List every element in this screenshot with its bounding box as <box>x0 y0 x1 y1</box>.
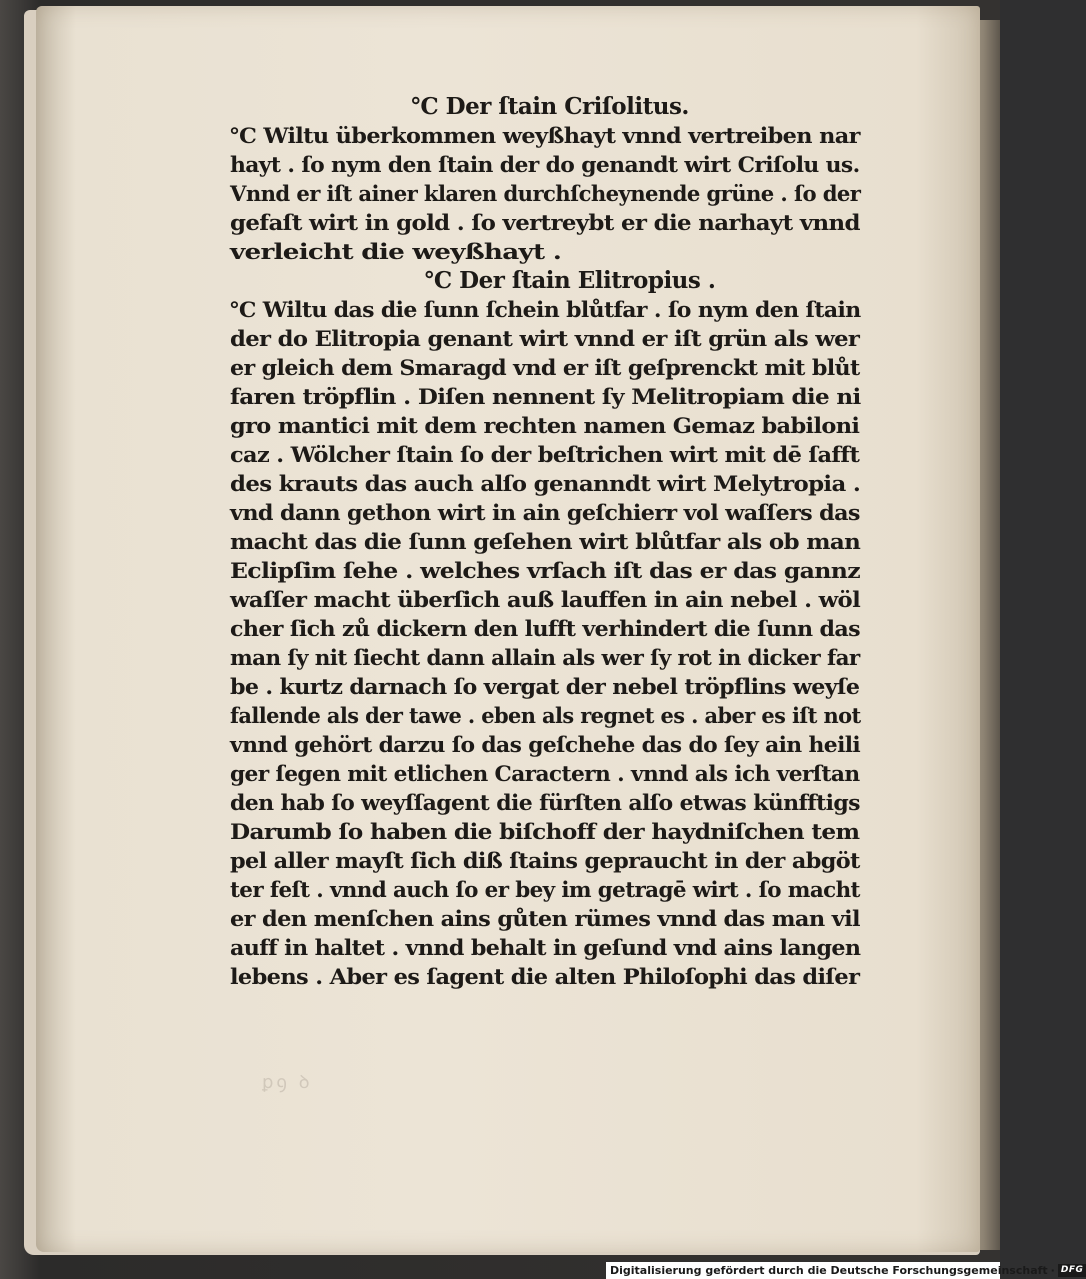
text-line: vnnd gehört darzu ſo das geſchehe das do ſey ain heili <box>230 732 861 757</box>
text-line: ter feſt . vnnd auch ſo er bey im getragē wirt . ſo macht <box>230 877 860 902</box>
dfg-logo: DFG <box>1058 1264 1086 1277</box>
text-line: vnd dann gethon wirt in ain geſchierr vol waſſers das <box>230 500 860 525</box>
text-line: Darumb ſo haben die biſchoff der haydniſchen tem <box>230 819 860 844</box>
text-line: pel aller mayſt ſich diß ſtains gepraucht in der abgöt <box>230 848 860 873</box>
text-line: lebens . Aber es ſagent die alten Philoſophi das diſer <box>230 964 860 989</box>
text-line: macht das die ſunn geſehen wirt blůtfar als ob man <box>230 529 861 554</box>
text-line: waſſer macht überſich auß lauffen in ain nebel . wöl <box>230 587 861 612</box>
text-line: Vnnd er iſt ainer klaren durchſcheynende grüne . ſo der <box>230 181 861 206</box>
footer-bar <box>606 1262 1084 1279</box>
text-line: ℃ Wiltu das die ſunn ſchein blůtfar . ſo nym den ſtain <box>230 297 861 322</box>
text-line: er den menſchen ains gůten rümes vnnd das man vil <box>230 906 860 931</box>
text-line: gro mantici mit dem rechten namen Gemaz babiloni <box>230 413 860 438</box>
text-line: verleicht die weyßhayt . <box>230 239 562 264</box>
paragraph-elitropius <box>230 295 870 991</box>
text-line: er gleich dem Smaragd vnd er iſt geſprenckt mit blůt <box>230 355 860 380</box>
bleed-through-mark: ꝑꝯ ꝺ <box>262 1072 313 1093</box>
text-line: fallende als der tawe . eben als regnet es . aber es iſt not <box>230 703 861 728</box>
text-line: gefaſt wirt in gold . ſo vertreybt er die narhayt vnnd <box>230 210 860 235</box>
paragraph-crisolitus <box>230 121 870 266</box>
text-line: auff in haltet . vnnd behalt in geſund vnd ains langen <box>230 935 861 960</box>
text-line: man ſy nit ſiecht dann allain als wer ſy rot in dicker far <box>230 645 860 670</box>
text-line: caz . Wölcher ſtain ſo der beſtrichen wirt mit dē ſafft <box>230 442 860 467</box>
text-line: des krauts das auch alſo genanndt wirt Melytropia . <box>230 471 861 496</box>
text-line: der do Elitropia genant wirt vnnd er iſt grün als wer <box>230 326 860 351</box>
text-line: ℃ Wiltu überkommen weyßhayt vnnd vertreiben nar <box>230 123 860 148</box>
text-line: be . kurtz darnach ſo vergat der nebel tröpflins weyſe <box>230 674 860 699</box>
section-heading-crisolitus: ℃ Der ſtain Criſolitus. <box>411 93 689 120</box>
text-line: ger ſegen mit etlichen Caractern . vnnd als ich verſtan <box>230 761 860 786</box>
text-line: den hab ſo weyſſagent die fürſten alſo etwas künfftigs <box>230 790 860 815</box>
footer-text: Digitalisierung gefördert durch die Deutsche Forschungsgemeinschaft <box>610 1264 1048 1277</box>
footer-separator: · <box>1050 1264 1055 1277</box>
text-line: faren tröpflin . Diſen nennent ſy Melitropiam die ni <box>230 384 861 409</box>
text-line: cher ſich zů dickern den lufft verhindert die ſunn das <box>230 616 860 641</box>
text-line: Eclipſim ſehe . welches vrſach iſt das er das gannz <box>230 558 860 583</box>
section-heading-elitropius: ℃ Der ſtain Elitropius . <box>424 267 716 294</box>
page-text <box>230 92 870 991</box>
text-line: hayt . ſo nym den ſtain der do genandt wirt Criſolu us. <box>230 152 860 177</box>
